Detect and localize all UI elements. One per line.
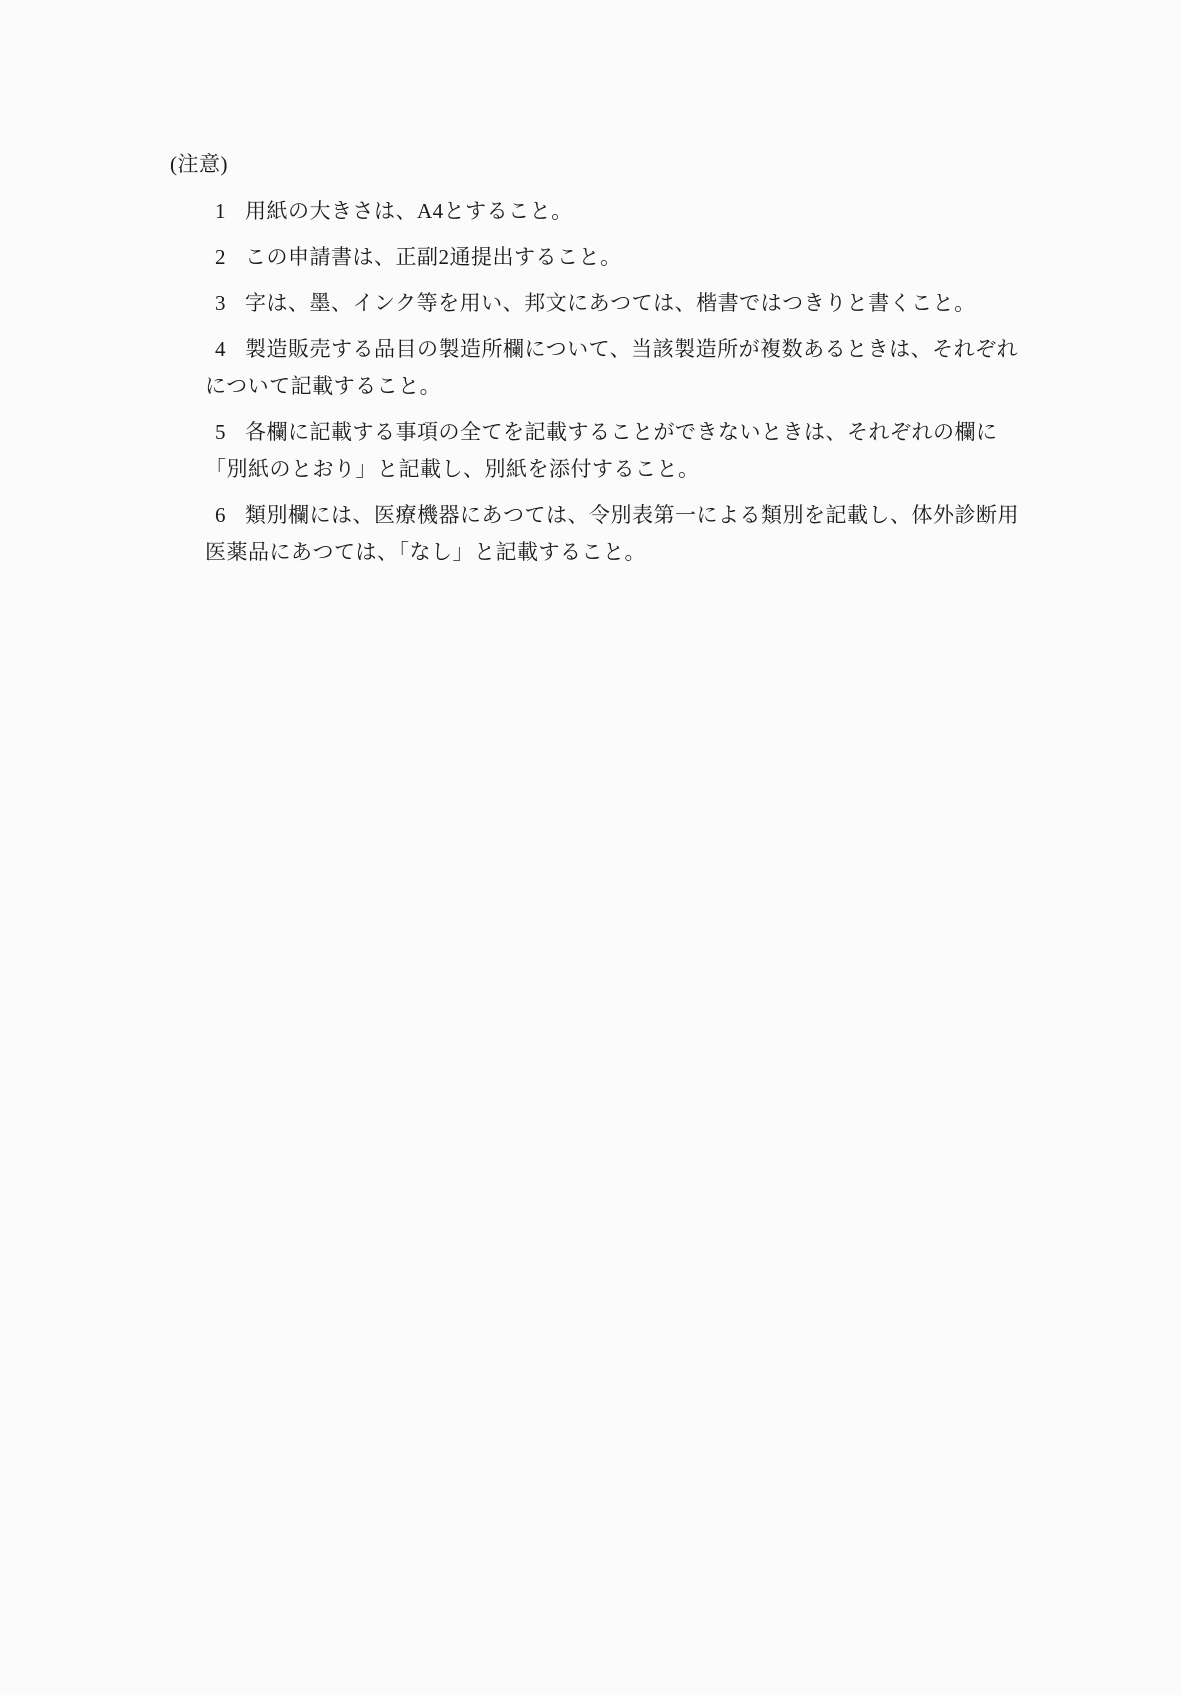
note-line xyxy=(205,239,1040,276)
note-text: この申請書は、正副2通提出すること。 xyxy=(245,245,622,269)
note-item-3 xyxy=(170,285,1040,322)
note-number: 3 xyxy=(215,291,226,315)
note-item-5 xyxy=(170,414,1040,488)
note-line xyxy=(205,414,1040,451)
notes-section xyxy=(170,146,1040,571)
note-number: 6 xyxy=(215,503,226,527)
note-text-continuation: について記載すること。 xyxy=(205,374,442,398)
note-item-4 xyxy=(170,331,1040,405)
note-line xyxy=(205,331,1040,368)
note-text: 各欄に記載する事項の全てを記載することができないときは、それぞれの欄に xyxy=(245,420,998,444)
note-number: 4 xyxy=(215,337,226,361)
note-item-1 xyxy=(170,193,1040,230)
note-text: 字は、墨、インク等を用い、邦文にあつては、楷書ではつきりと書くこと。 xyxy=(245,291,976,315)
note-number: 1 xyxy=(215,199,226,223)
notes-title: (注意) xyxy=(170,152,228,176)
note-text: 類別欄には、医療機器にあつては、令別表第一による類別を記載し、体外診断用 xyxy=(245,503,1019,527)
note-line xyxy=(205,497,1040,534)
note-text-continuation: 医薬品にあつては、「なし」と記載すること。 xyxy=(205,540,646,564)
note-text: 用紙の大きさは、A4とすること。 xyxy=(245,199,573,223)
note-number: 5 xyxy=(215,420,226,444)
note-item-2 xyxy=(170,239,1040,276)
note-line xyxy=(205,285,1040,322)
note-text-continuation: 「別紙のとおり」と記載し、別紙を添付すること。 xyxy=(205,457,700,481)
note-line xyxy=(205,193,1040,230)
note-number: 2 xyxy=(215,245,226,269)
note-item-6 xyxy=(170,497,1040,571)
note-text: 製造販売する品目の製造所欄について、当該製造所が複数あるときは、それぞれ xyxy=(245,337,1019,361)
